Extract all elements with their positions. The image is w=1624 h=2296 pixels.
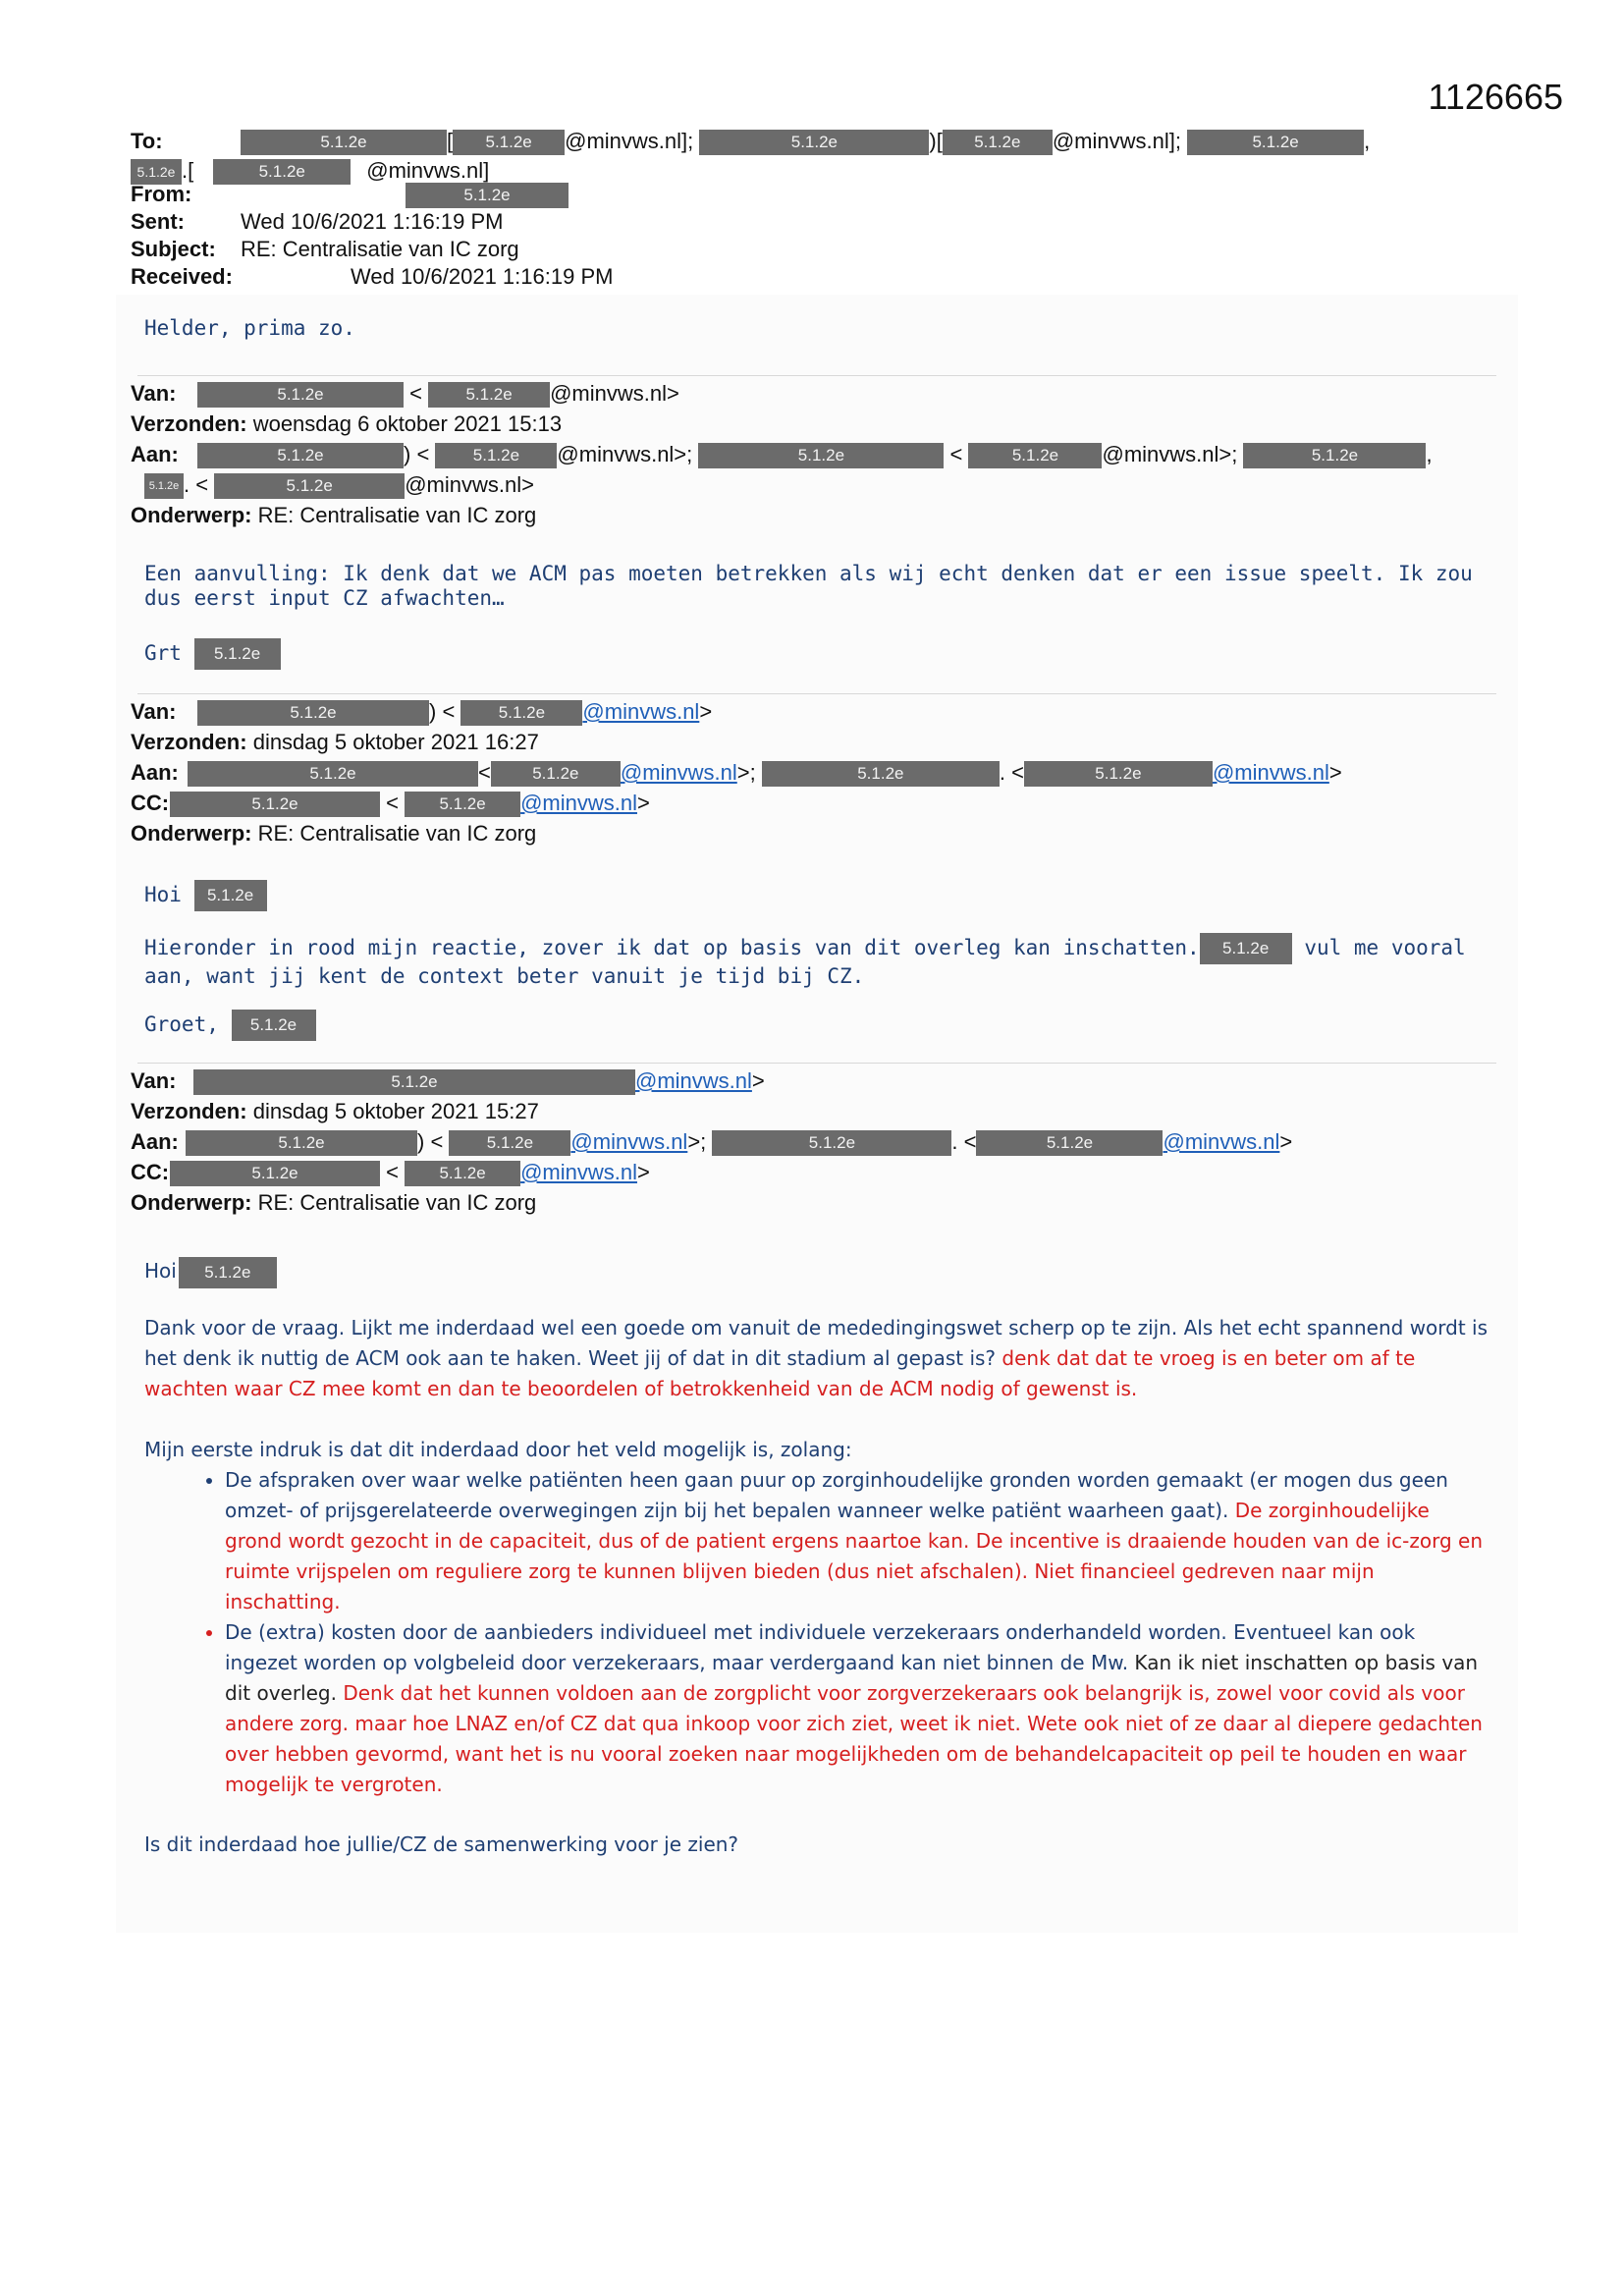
- onderwerp-value: RE: Centralisatie van IC zorg: [257, 1190, 537, 1215]
- aan-row: [131, 439, 1505, 469]
- gt: >: [636, 1160, 650, 1184]
- signoff-text: Groet,: [144, 1012, 219, 1036]
- gt: >: [1328, 760, 1342, 785]
- sent-value: Wed 10/6/2021 1:16:19 PM: [241, 209, 504, 234]
- subject-label: Subject:: [131, 237, 216, 261]
- from-label: From:: [131, 182, 192, 206]
- separator: [137, 1063, 1496, 1064]
- redaction: 5.1.2e: [188, 761, 478, 787]
- redaction: 5.1.2e: [197, 443, 404, 468]
- onderwerp-label: Onderwerp:: [131, 1190, 252, 1215]
- onderwerp-label: Onderwerp:: [131, 821, 252, 846]
- onderwerp-value: RE: Centralisatie van IC zorg: [257, 503, 537, 527]
- onderwerp-row: [131, 1187, 1505, 1218]
- van-row: [131, 696, 1505, 727]
- email-link[interactable]: @minvws.nl: [582, 699, 700, 724]
- bracket: .[: [182, 158, 194, 183]
- email-link[interactable]: @minvws.nl: [570, 1129, 688, 1154]
- subject-value: RE: Centralisatie van IC zorg: [241, 237, 519, 261]
- onderwerp-row: [131, 500, 1505, 530]
- redaction: 5.1.2e: [435, 443, 557, 468]
- sent-label: Sent:: [131, 209, 185, 234]
- aan-row: [131, 757, 1505, 788]
- van-label: Van:: [131, 1068, 177, 1093]
- message-2-signoff: [144, 1008, 1519, 1041]
- inline-reply-red: Denk dat het kunnen voldoen aan de zorgplicht voor zorgverzekeraars ook belangrijk is, zowel voor covid als voor andere zorg. maar hoe LNAZ en/of CZ dat qua inkoop voor zich ziet, weet ik niet. Wete ook niet of ze daar al diepere gedachten over hebben gevormd, want het is nu vooral zoeken naar mogelijkheden om de behandelcapaciteit op peil te houden en waar mogelijk te vergroten.: [225, 1681, 1483, 1796]
- gt: >: [699, 699, 713, 724]
- onderwerp-value: RE: Centralisatie van IC zorg: [257, 821, 537, 846]
- email-link[interactable]: @minvws.nl: [520, 791, 637, 815]
- email-link[interactable]: @minvws.nl: [635, 1068, 752, 1093]
- redaction: 5.1.2e: [405, 1161, 520, 1186]
- redaction: 5.1.2e: [453, 130, 565, 155]
- lt: <: [404, 381, 429, 406]
- redaction: 5.1.2e: [943, 130, 1053, 155]
- cc-row: [131, 788, 1505, 818]
- lt: . <: [999, 760, 1024, 785]
- signoff-text: Grt: [144, 641, 182, 665]
- redaction: 5.1.2e: [699, 130, 929, 155]
- verzonden-row: [131, 727, 1505, 757]
- van-label: Van:: [131, 381, 177, 406]
- lt: . <: [184, 472, 215, 497]
- van-label: Van:: [131, 699, 177, 724]
- bullet-text: De (extra) kosten door de aanbieders individueel met individuele verzekeraars onderhandeld worden. Eventueel kan ook ingezet worden op volgbeleid door verzekeraars, maar verdergaand kan niet binnen de Mw.: [225, 1620, 1416, 1674]
- message-2-body: [144, 933, 1499, 989]
- onderwerp-row: [131, 818, 1505, 848]
- redaction: 5.1.2e: [405, 792, 520, 817]
- received-line: [131, 263, 613, 291]
- verzonden-label: Verzonden:: [131, 1099, 247, 1123]
- redaction: 5.1.2e: [170, 1161, 380, 1186]
- redaction: 5.1.2e: [1024, 761, 1213, 787]
- to-domain: @minvws.nl];: [1052, 129, 1181, 153]
- lt: <: [380, 791, 406, 815]
- separator: [137, 693, 1496, 694]
- received-value: Wed 10/6/2021 1:16:19 PM: [351, 264, 614, 289]
- to-domain: @minvws.nl];: [565, 129, 694, 153]
- lt: ) <: [417, 1129, 450, 1154]
- bullet-text: De afspraken over waar welke patiënten heen gaan puur op zorginhoudelijke gronden worden gemaakt (er mogen dus geen omzet- of prijsgerelateerde overwegingen zijn bij het bepalen wanneer welke patiënt waarheen gaat).: [225, 1468, 1448, 1522]
- redaction: 5.1.2e: [491, 761, 621, 787]
- message-3-header: [131, 1066, 1505, 1218]
- redaction: 5.1.2e: [144, 473, 184, 499]
- reply-text: Helder, prima zo.: [144, 316, 355, 340]
- gt: >;: [736, 760, 756, 785]
- van-row: [131, 1066, 1505, 1096]
- aan-label: Aan:: [131, 1129, 179, 1154]
- verzonden-row: [131, 409, 1505, 439]
- greeting-text: Hoi: [144, 1259, 177, 1283]
- lt: . <: [951, 1129, 977, 1154]
- email-domain: @minvws.nl>: [550, 381, 679, 406]
- email-domain: @minvws.nl>;: [1102, 442, 1238, 466]
- redaction: 5.1.2e: [186, 1130, 417, 1156]
- redaction: 5.1.2e: [197, 382, 404, 408]
- redaction: 5.1.2e: [193, 1069, 635, 1095]
- message-1-body: Een aanvulling: Ik denk dat we ACM pas moeten betrekken als wij echt denken dat er een issue speelt. Ik zou dus eerst input CZ afwachten…: [144, 562, 1473, 610]
- inline-reply-red: De zorginhoudelijke grond wordt gezocht in de capaciteit, dus of de patient ergens naartoe kan. De incentive is draaiende houden van de ic-zorg en ruimte vrijspelen om reguliere zorg te kunnen blijven bieden (dus niet afschalen). Niet financieel gedreven naar mijn inschatting.: [225, 1499, 1484, 1613]
- bullet-text-dark: Kan ik niet inschatten op basis van dit overleg.: [225, 1651, 1479, 1705]
- message-3-closing: Is dit inderdaad hoe jullie/CZ de samenwerking voor je zien?: [144, 1832, 739, 1856]
- verzonden-label: Verzonden:: [131, 730, 247, 754]
- comma: ,: [1426, 442, 1433, 466]
- redaction: 5.1.2e: [449, 1130, 570, 1156]
- aan-row: [131, 1126, 1505, 1157]
- to-domain: @minvws.nl]: [366, 158, 490, 183]
- redaction: 5.1.2e: [1243, 443, 1426, 468]
- redaction: 5.1.2e: [976, 1130, 1163, 1156]
- body-text: vul me vooral aan, want jij kent de context beter vanuit je tijd bij CZ.: [144, 936, 1466, 988]
- lt: <: [944, 442, 969, 466]
- redaction: 5.1.2e: [194, 638, 281, 670]
- bracket: [: [447, 129, 454, 153]
- redaction: 5.1.2e: [131, 159, 182, 185]
- redaction: 5.1.2e: [698, 443, 944, 468]
- redaction: 5.1.2e: [460, 700, 582, 726]
- message-3-paragraph-1: [144, 1313, 1489, 1404]
- redaction: 5.1.2e: [197, 700, 429, 726]
- bracket: )[: [929, 129, 943, 153]
- message-1-signoff: [144, 636, 1519, 670]
- redaction: 5.1.2e: [406, 183, 568, 208]
- redaction: 5.1.2e: [762, 761, 1000, 787]
- message-3-greeting: [144, 1253, 1519, 1288]
- lt: ) <: [404, 442, 436, 466]
- redaction: 5.1.2e: [179, 1257, 277, 1288]
- verzonden-value: dinsdag 5 oktober 2021 16:27: [252, 730, 539, 754]
- verzonden-value: woensdag 6 oktober 2021 15:13: [252, 411, 563, 436]
- email-link[interactable]: @minvws.nl: [1163, 1129, 1280, 1154]
- comma: ,: [1364, 129, 1371, 153]
- onderwerp-label: Onderwerp:: [131, 503, 252, 527]
- redaction: 5.1.2e: [1200, 933, 1292, 964]
- gt: >: [751, 1068, 765, 1093]
- email-domain: @minvws.nl>: [405, 472, 534, 497]
- cc-label: CC:: [131, 791, 170, 815]
- redaction: 5.1.2e: [170, 792, 380, 817]
- from-line: [131, 181, 568, 208]
- redaction: 5.1.2e: [241, 130, 447, 155]
- redaction: 5.1.2e: [712, 1130, 951, 1156]
- message-3-paragraph-2: Mijn eerste indruk is dat dit inderdaad door het veld mogelijk is, zolang:: [144, 1438, 852, 1461]
- bullet-item: [225, 1617, 1489, 1800]
- inline-reply-red: denk dat dat te vroeg is en beter om af te wachten waar CZ mee komt en dan te beoordelen of betrokkenheid van de ACM nodig of gewenst is.: [144, 1346, 1416, 1400]
- message-2-greeting: [144, 878, 1519, 911]
- redaction: 5.1.2e: [1187, 130, 1364, 155]
- redaction: 5.1.2e: [194, 880, 267, 911]
- cc-label: CC:: [131, 1160, 170, 1184]
- sent-line: [131, 208, 503, 236]
- van-row: [131, 378, 1505, 409]
- redaction: 5.1.2e: [232, 1010, 316, 1041]
- greeting-text: Hoi: [144, 883, 182, 906]
- lt: <: [380, 1160, 406, 1184]
- gt: >: [636, 791, 650, 815]
- aan-label: Aan:: [131, 760, 179, 785]
- lt: ) <: [429, 699, 461, 724]
- redaction: 5.1.2e: [968, 443, 1102, 468]
- gt: >;: [687, 1129, 707, 1154]
- email-link[interactable]: @minvws.nl: [1212, 760, 1329, 785]
- gt: >: [1279, 1129, 1293, 1154]
- email-link[interactable]: @minvws.nl: [620, 760, 737, 785]
- received-label: Received:: [131, 264, 233, 289]
- redaction: 5.1.2e: [213, 159, 351, 185]
- separator: [137, 375, 1496, 376]
- redaction: 5.1.2e: [428, 382, 550, 408]
- verzonden-label: Verzonden:: [131, 411, 247, 436]
- to-line: [131, 128, 1370, 155]
- aan-row-2: [131, 469, 1505, 500]
- document-number: 1126665: [1428, 77, 1563, 117]
- subject-line: [131, 236, 519, 263]
- verzonden-value: dinsdag 5 oktober 2021 15:27: [252, 1099, 539, 1123]
- lt: <: [478, 760, 491, 785]
- bullet-item: [225, 1465, 1489, 1617]
- cc-row: [131, 1157, 1505, 1187]
- message-3-bullets: [144, 1465, 1489, 1800]
- redaction: 5.1.2e: [214, 473, 405, 499]
- verzonden-row: [131, 1096, 1505, 1126]
- email-domain: @minvws.nl>;: [557, 442, 693, 466]
- aan-label: Aan:: [131, 442, 179, 466]
- message-2-header: [131, 696, 1505, 848]
- bullet-list: [144, 1465, 1489, 1800]
- paragraph-text: Dank voor de vraag. Lijkt me inderdaad wel een goede om vanuit de mededingingswet scherp op te zijn. Als het echt spannend wordt is het denk ik nuttig de ACM ook aan te haken. Weet jij of dat in dit stadium al gepast is?: [144, 1316, 1489, 1370]
- body-text: Hieronder in rood mijn reactie, zover ik dat op basis van dit overleg kan inschatten.: [144, 936, 1200, 959]
- to-label: To:: [131, 129, 163, 153]
- email-link[interactable]: @minvws.nl: [520, 1160, 637, 1184]
- message-1-header: [131, 378, 1505, 530]
